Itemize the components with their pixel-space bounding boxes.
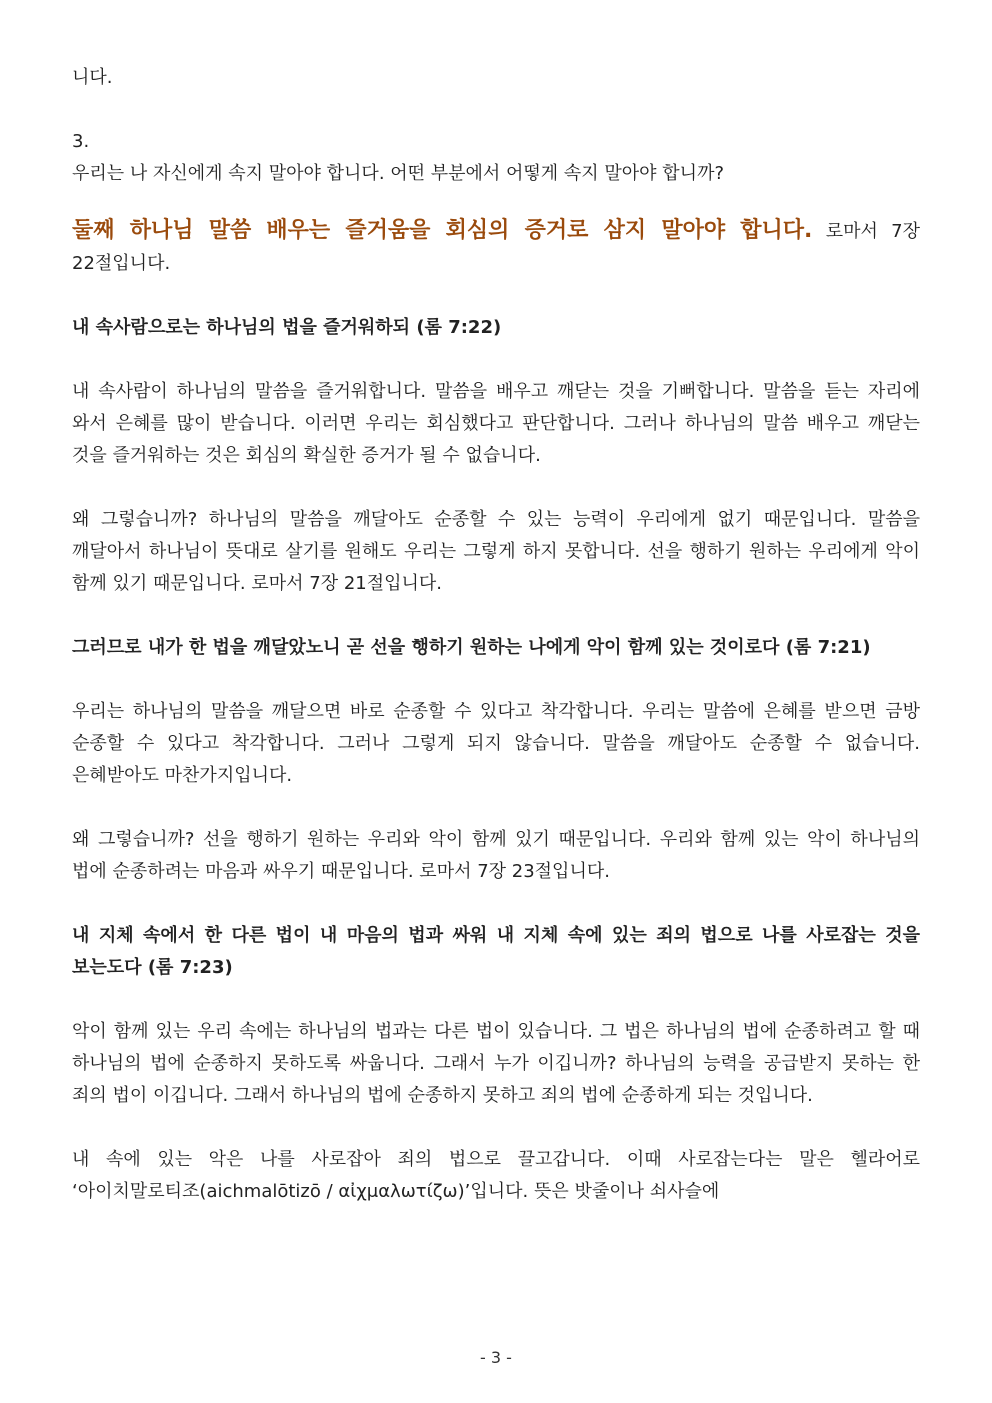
body-paragraph: 왜 그렇습니까? 하나님의 말씀을 깨달아도 순종할 수 있는 능력이 우리에게 없기 때문입니다. 말씀을 깨달아서 하나님이 뜻대로 살기를 원해도 우리는 그렇게 하지 못합니다. 선을 행하기 원하는 우리에게 악이 함께 있기 때문입니다. 로마서 7장 21절입니다.: [72, 509, 920, 594]
body-paragraph: 내 속에 있는 악은 나를 사로잡아 죄의 법으로 끌고갑니다. 이때 사로잡는다는 말은 헬라어로 ‘아이치말로티조(aichmalōtizō / αἰχμαλωτίζω)’입니다. 뜻은 밧줄이나 쇠사슬에: [72, 1149, 920, 1202]
section-number: 3.: [72, 131, 90, 152]
body-paragraph: 내 속사람이 하나님의 말씀을 즐거워합니다. 말씀을 배우고 깨닫는 것을 기뻐합니다. 말씀을 듣는 자리에 와서 은혜를 많이 받습니다. 이러면 우리는 회심했다고 판단합니다. 그러나 하나님의 말씀 배우고 깨닫는 것을 즐거워하는 것은 회심의 확실한 증거가 될 수 없습니다.: [72, 381, 920, 466]
body-paragraph: 왜 그렇습니까? 선을 행하기 원하는 우리와 악이 함께 있기 때문입니다. 우리와 함께 있는 악이 하나님의 법에 순종하려는 마음과 싸우기 때문입니다. 로마서 7장 23절입니다.: [72, 829, 920, 882]
paragraph-continuation: 니다.: [72, 67, 113, 88]
headline-paragraph: [72, 215, 920, 280]
document-body: [72, 62, 920, 1208]
headline-reference: 로마서 7장 22절입니다.: [72, 221, 920, 274]
scripture-quote-rom-7-22: 내 속사람으로는 하나님의 법을 즐거워하되 (롬 7:22): [72, 317, 502, 338]
scripture-quote-rom-7-21: 그러므로 내가 한 법을 깨달았노니 곧 선을 행하기 원하는 나에게 악이 함께 있는 것이로다 (롬 7:21): [72, 637, 871, 658]
headline-point: 둘째 하나님 말씀 배우는 즐거움을 회심의 증거로 삼지 말아야 합니다.: [72, 218, 813, 243]
body-paragraph: 우리는 하나님의 말씀을 깨달으면 바로 순종할 수 있다고 착각합니다. 우리는 말씀에 은혜를 받으면 금방 순종할 수 있다고 착각합니다. 그러나 그렇게 되지 않습니다. 말씀을 깨달아도 순종할 수 없습니다. 은혜받아도 마찬가지입니다.: [72, 701, 920, 786]
page-number: - 3 -: [480, 1348, 512, 1367]
scripture-quote-rom-7-23: 내 지체 속에서 한 다른 법이 내 마음의 법과 싸워 내 지체 속에 있는 죄의 법으로 나를 사로잡는 것을 보는도다 (롬 7:23): [72, 925, 920, 978]
section-question: 우리는 나 자신에게 속지 말아야 합니다. 어떤 부분에서 어떻게 속지 말아야 합니까?: [72, 163, 725, 184]
body-paragraph: 악이 함께 있는 우리 속에는 하나님의 법과는 다른 법이 있습니다. 그 법은 하나님의 법에 순종하려고 할 때 하나님의 법에 순종하지 못하도록 싸웁니다. 그래서 누가 이깁니까? 하나님의 능력을 공급받지 못하는 한 죄의 법이 이깁니다. 그래서 하나님의 법에 순종하지 못하고 죄의 법에 순종하게 되는 것입니다.: [72, 1021, 920, 1106]
